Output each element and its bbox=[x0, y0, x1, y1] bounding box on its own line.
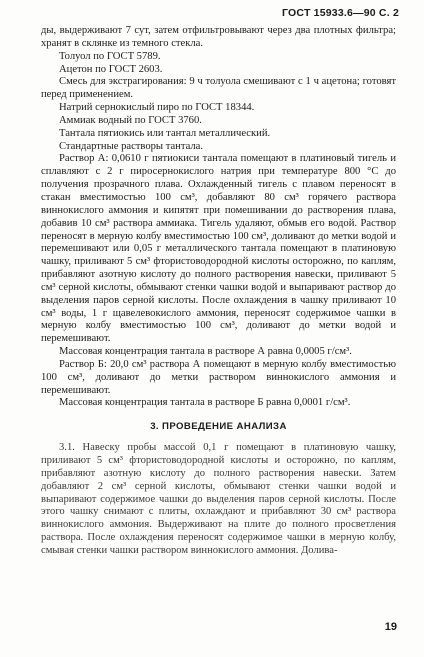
paragraph-continuation: ды, выдерживают 7 сут, затем отфильтровывают через два плотных фильтра; хранят в склянке из темного стекла. bbox=[41, 25, 396, 49]
reagent-ammonia: Аммиак водный по ГОСТ 3760. bbox=[59, 114, 202, 126]
reagent-sodium-pyrosulfate: Натрий сернокислый пиро по ГОСТ 18344. bbox=[59, 102, 255, 114]
page-number: 19 bbox=[384, 621, 397, 633]
solution-b-preparation: Раствор Б: 20,0 см³ раствора А помещают в мерную колбу вместимостью 100 см³, доливают до метки раствором виннокислого аммония и перемешивают. bbox=[41, 358, 396, 396]
standard-solutions-heading: Стандартные растворы тантала. bbox=[59, 140, 204, 152]
reagent-acetone: Ацетон по ГОСТ 2603. bbox=[59, 63, 163, 75]
solution-a-concentration: Массовая концентрация тантала в растворе А равна 0,0005 г/см³. bbox=[59, 346, 352, 358]
standard-header: ГОСТ 15933.6—90 С. 2 bbox=[282, 7, 399, 19]
reagent-tantalum: Тантала пятиокись или тантал металлический. bbox=[59, 127, 271, 139]
reagent-toluene: Толуол по ГОСТ 5789. bbox=[59, 50, 161, 62]
solution-a-preparation: Раствор А: 0,0610 г пятиокиси тантала помещают в платиновый тигель и сплавляют с 2 г пиросернокислого натрия при температуре 800 °С до получения прозрачного плава. Охлажденный тигель с плавом переносят в стакан вместимостью 100 см³, добавляют 80 см³ горячего раствора виннокислого аммония и кипятят при помешивании до растворения плава, добавив 10 см³ раствора аммиака. Тигель удаляют, обмыв его водой. Раствор переносят в мерную колбу вместимостью 100 см³, доливают до метки водой и перемешивают или 0,05 г металлического тантала помещают в платиновую чашку, приливают 5 см³ фтористоводородной кислоты осторожно, по каплям, прибавляют азотную кислоту до полного растворения навески, приливают 5 см³ серной кислоты, обмывают стенки чашки водой и выпаривают раствор до выделения паров серной кислоты. После охлаждения в чашку приливают 10 см³ воды, 1 г щавелевокислого аммония, переносят содержимое чашки в мерную колбу вместимостью 100 см³, доливают до метки водой и перемешивают. bbox=[41, 153, 396, 345]
procedure-paragraph: 3.1. Навеску пробы массой 0,1 г помещают в платиновую чашку, приливают 5 см³ фтористоводородной кислоты и осторожно, по каплям, прибавляют азотную кислоту до полного растворения навески. Затем добавляют 2 см³ серной кислоты, обмывают стенки чашки водой и выпаривают содержимое чашки до выделения паров серной кислоты. После этого чашку снимают с плиты, охлаждают и прибавляют 30 см³ раствора виннокислого аммония. Выдерживают на плите до полного просветления раствора. После охлаждения переносят содержимое чашки в мерную колбу, смывая стенки чашки раствором виннокислого аммония. Долива- bbox=[41, 442, 396, 556]
reagent-extraction-mixture: Смесь для экстрагирования: 9 ч толуола смешивают с 1 ч ацетона; готовят перед применением. bbox=[41, 76, 396, 101]
document-body bbox=[41, 25, 396, 558]
solution-b-concentration: Массовая концентрация тантала в растворе Б равна 0,0001 г/см³. bbox=[59, 397, 351, 409]
section-title: 3. ПРОВЕДЕНИЕ АНАЛИЗА bbox=[150, 421, 287, 433]
